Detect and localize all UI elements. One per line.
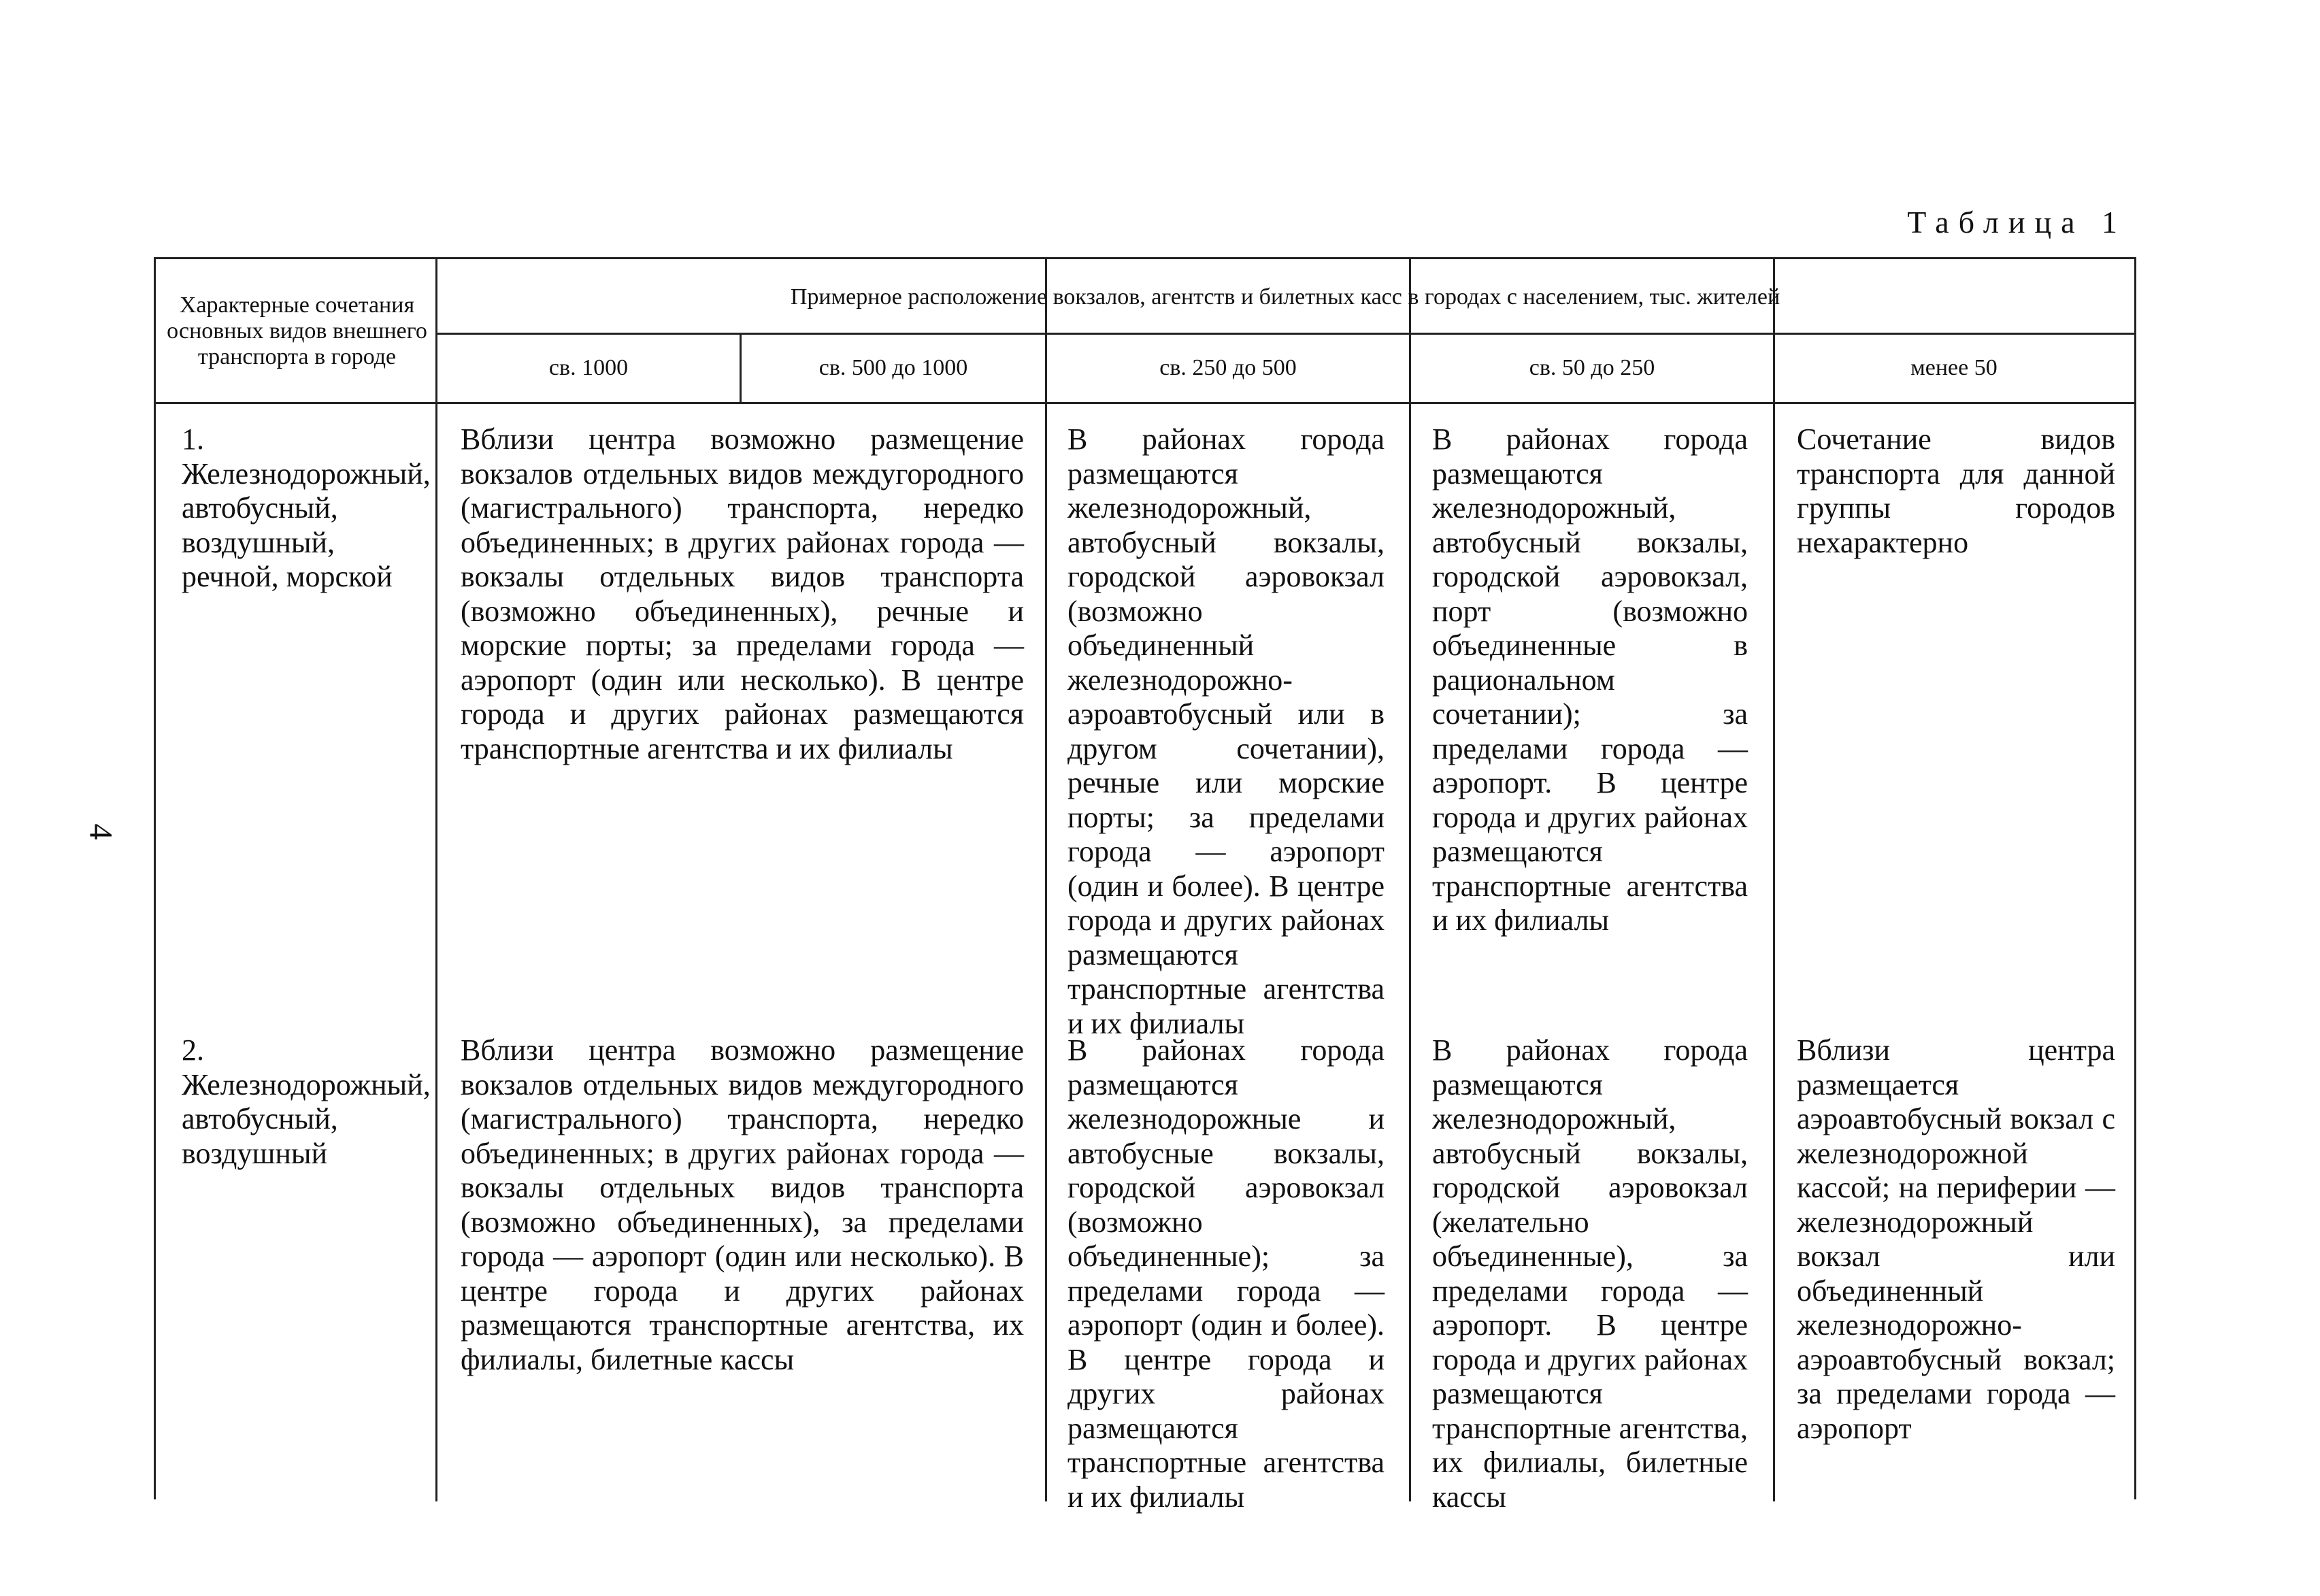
col-divider-3	[1045, 259, 1047, 1501]
header-group-title: Примерное расположение вокзалов, агентств и билетных касс в городах с населением, тыс. жителей	[790, 284, 1780, 310]
row2-cell-250-500: В районах города размещаются железнодорожные и автобусные вокзалы, городской аэровокзал (возможно объединенные); за пределами города — аэропорт (один и более). В центре города и других районах размещаются транспортные агентства и их филиалы	[1067, 1033, 1385, 1514]
header-col-250: св. 250 до 500	[1159, 355, 1297, 380]
row1-cell-500-1000: Вблизи центра возможно размещение вокзалов отдельных видов междугородного (магистрального) транспорта, нередко объединенных; в других районах города — вокзалы отдельных видов транспорта (возможно объединенных), речные и морские порты; за пределами города — аэропорт (один или несколько). В центре города и других районах размещаются транспортные агентства и их филиалы	[461, 422, 1024, 765]
row1-label: 1.Железнодорожный, автобусный, воздушный, речной, морской	[182, 422, 431, 593]
col-divider-1	[435, 259, 437, 1501]
header-col-1000: св. 1000	[548, 355, 629, 380]
table-caption: Таблица 1	[1907, 205, 2127, 239]
header-sub-divider	[437, 333, 2134, 335]
header-first-col: Характерные сочетания основных видов внешнего транспорта в городе	[167, 293, 427, 369]
row1-cell-250-500: В районах города размещаются железнодорожный, автобусный вокзалы, городской аэровокзал (возможно объединенный железнодорожно-аэроавтобусный или в другом сочетании), речные или морские порты; за пределами города — аэропорт (один и более). В центре города и других районах размещаются транспортные агентства и их филиалы	[1067, 422, 1385, 1040]
col-divider-4	[1409, 259, 1411, 1501]
page-number: 4	[82, 823, 119, 840]
col-divider-2	[740, 333, 742, 404]
row2-cell-50-250: В районах города размещаются железнодорожный, автобусный вокзалы, городской аэровокзал (желательно объединенные), за пределами города — аэропорт. В центре города и других районах размещаются транспортные агентства, их филиалы, билетные кассы	[1432, 1033, 1748, 1514]
header-col-50: св. 50 до 250	[1529, 355, 1655, 380]
row2-cell-less50: Вблизи центра размещается аэроавтобусный вокзал с железнодорожной кассой; на периферии — железнодорожный вокзал или объединенный железнодорожно-аэроавтобусный вокзал; за пределами города — аэропорт	[1797, 1033, 2115, 1445]
header-bottom-border	[156, 402, 2134, 404]
row1-cell-less50: Сочетание видов транспорта для данной группы городов нехарактерно	[1797, 422, 2115, 559]
col-divider-5	[1773, 259, 1775, 1501]
row1-cell-50-250: В районах города размещаются железнодорожный, автобусный вокзалы, городской аэровокзал, порт (возможно объединенные в рациональном сочетании); за пределами города — аэропорт. В центре города и других районах размещаются транспортные агентства и их филиалы	[1432, 422, 1748, 937]
row2-label: 2.Железнодорожный, автобусный, воздушный	[182, 1033, 431, 1170]
header-col-500: св. 500 до 1000	[818, 355, 968, 380]
header-col-less50: менее 50	[1910, 355, 1998, 380]
row2-cell-500-1000: Вблизи центра возможно размещение вокзалов отдельных видов междугородного (магистрального) транспорта, нередко объединенных; в других районах города — вокзалы отдельных видов транспорта (возможно объединенных), за пределами города — аэропорт (один или несколько). В центре города и других районах размещаются транспортные агентства, их филиалы, билетные кассы	[461, 1033, 1024, 1376]
data-table	[154, 257, 2136, 1514]
